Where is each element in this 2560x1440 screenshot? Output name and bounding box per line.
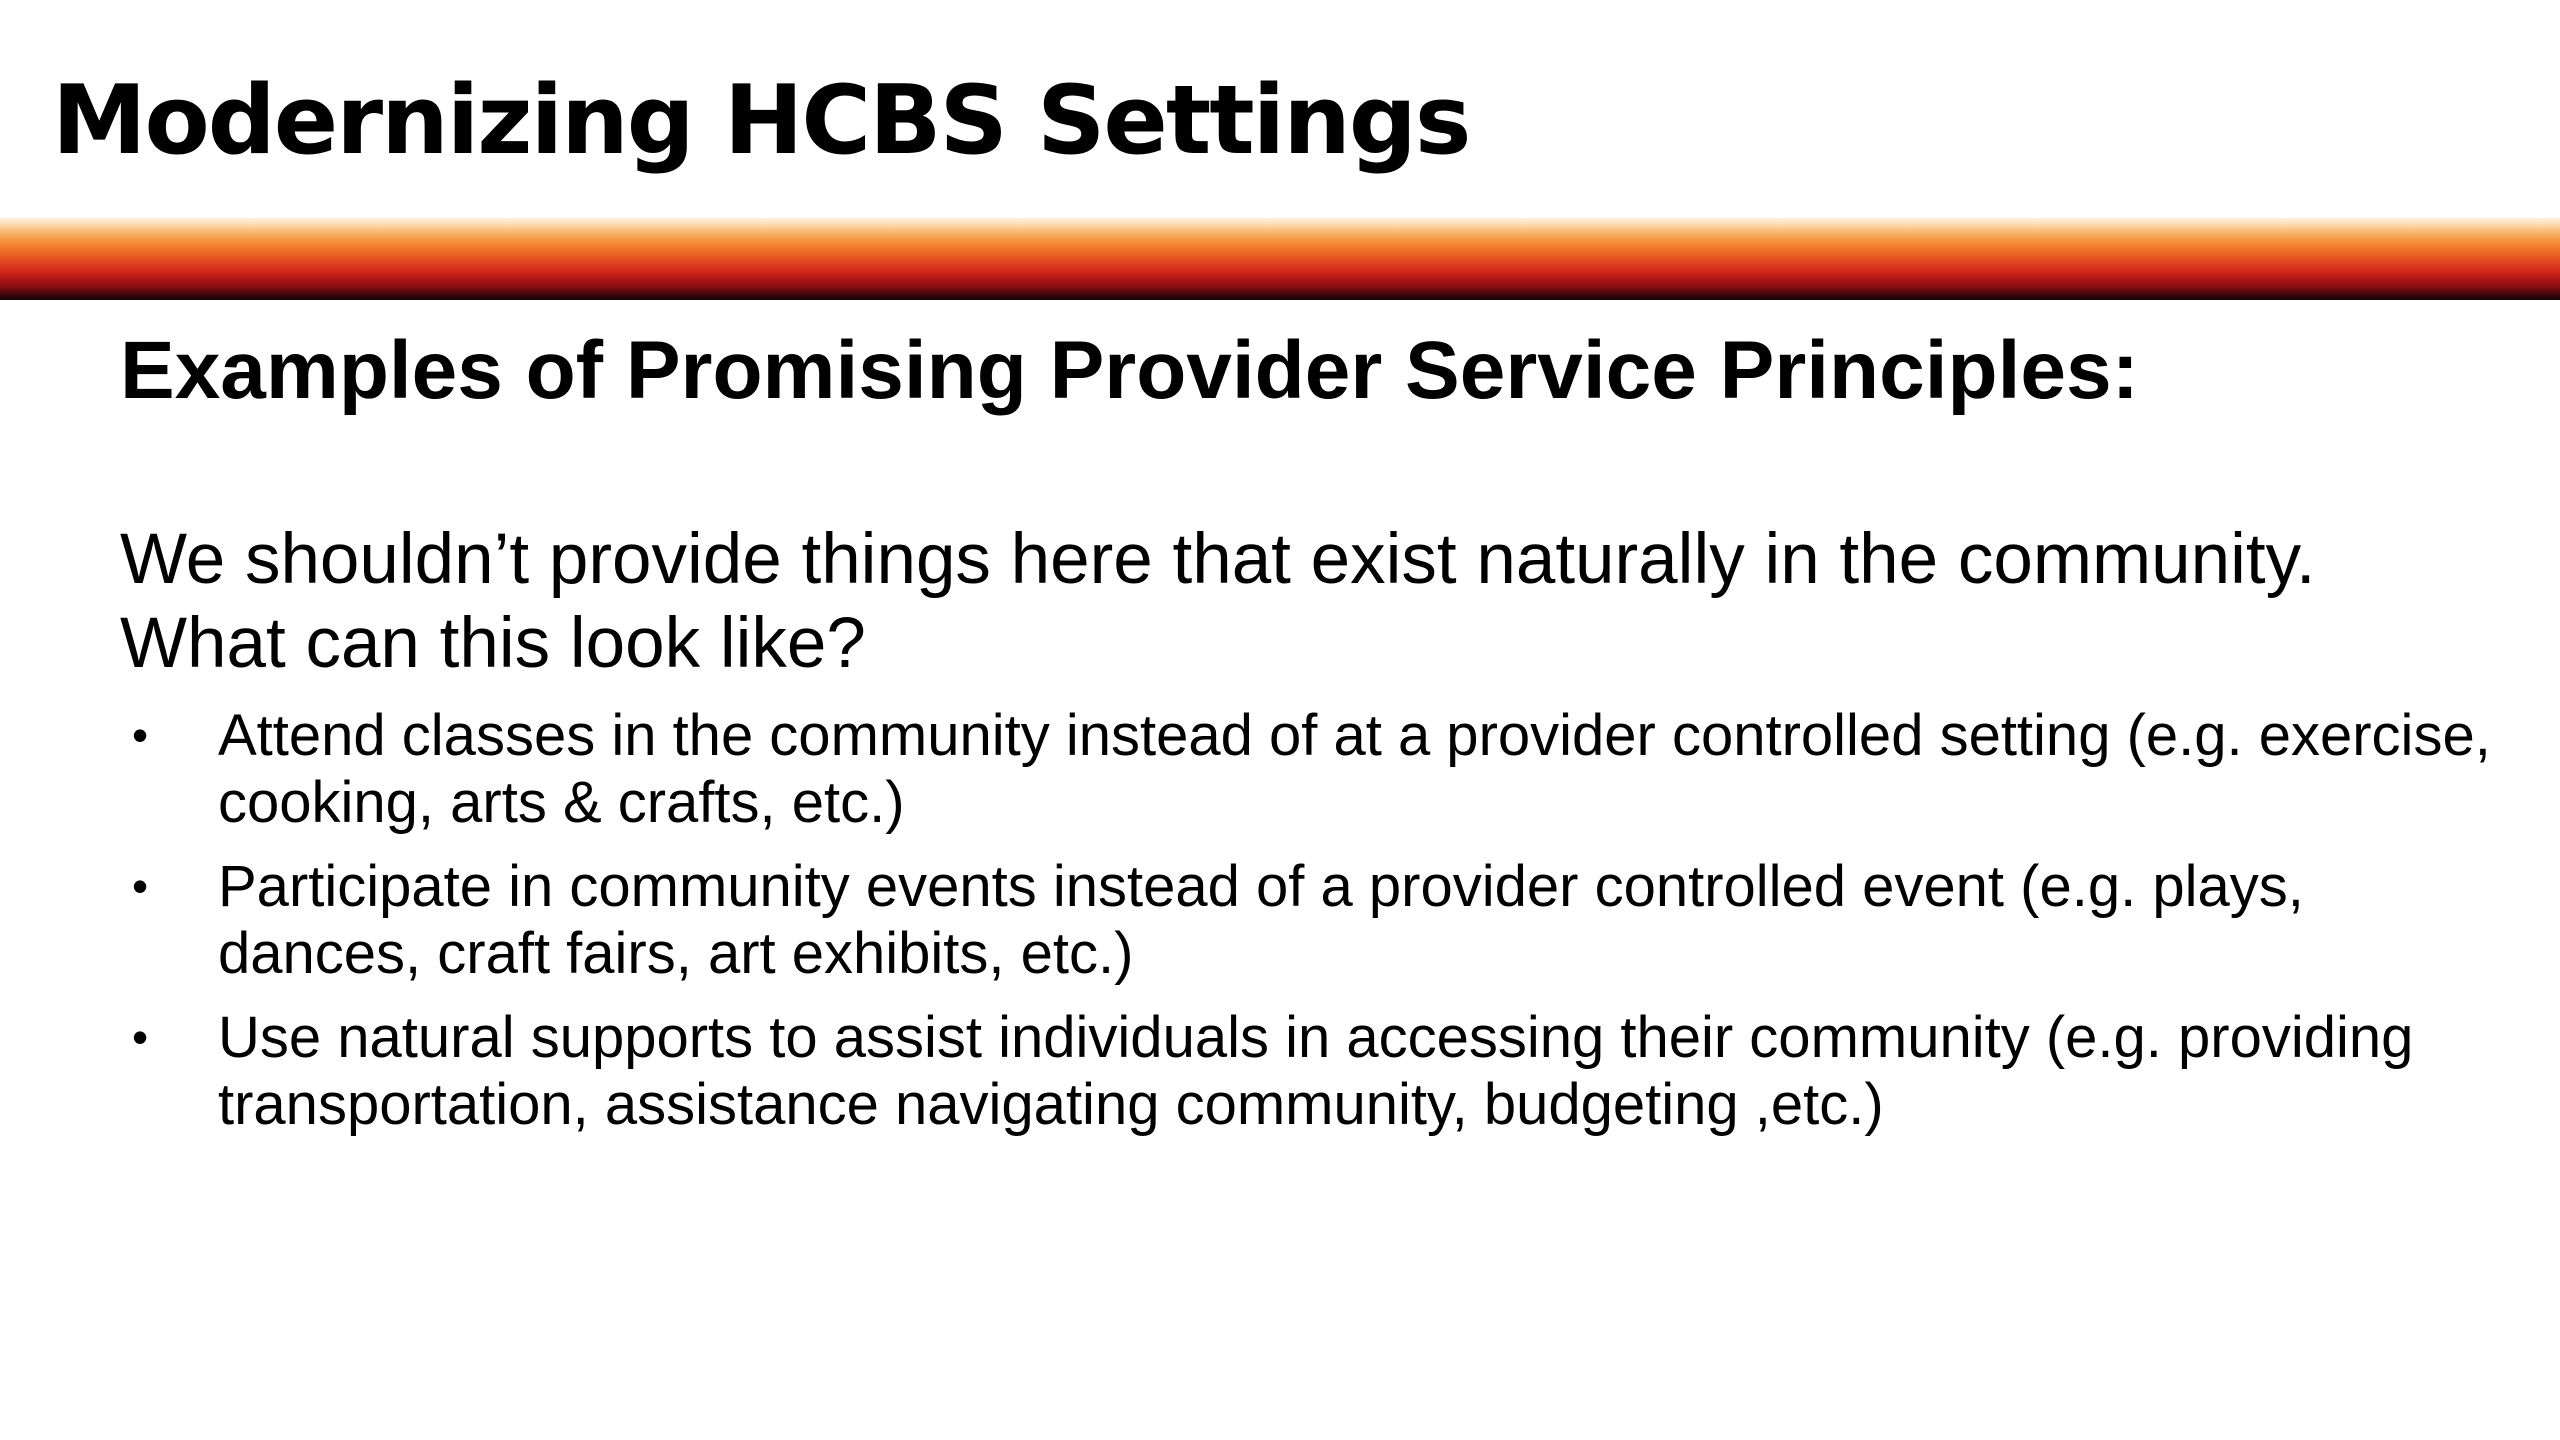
bullet-icon: • [132, 1011, 149, 1064]
slide-title: Modernizing HCBS Settings [52, 66, 1470, 176]
bullet-icon: • [132, 860, 149, 913]
section-heading: Examples of Promising Provider Service Principles: [120, 325, 2139, 416]
decorative-gradient-stripe [0, 218, 2560, 300]
bullet-text: Participate in community events instead of a provider controlled event (e.g. plays, dances, craft fairs, art exhibits, etc.) [218, 854, 2304, 987]
bullet-text: Attend classes in the community instead of at a provider controlled setting (e.g. exercise, cooking, arts & crafts, etc.) [218, 703, 2491, 836]
list-item [120, 1004, 2500, 1138]
bullet-icon: • [132, 709, 149, 762]
list-item [120, 702, 2500, 836]
slide-content [120, 322, 2500, 1155]
bullet-list [120, 702, 2500, 1138]
intro-paragraph: We shouldn’t provide things here that exist naturally in the community. What can this look like? [120, 520, 2316, 684]
list-item [120, 853, 2500, 987]
bullet-text: Use natural supports to assist individuals in accessing their community (e.g. providing transportation, assistance navigating community, budgeting ,etc.) [218, 1005, 2414, 1138]
